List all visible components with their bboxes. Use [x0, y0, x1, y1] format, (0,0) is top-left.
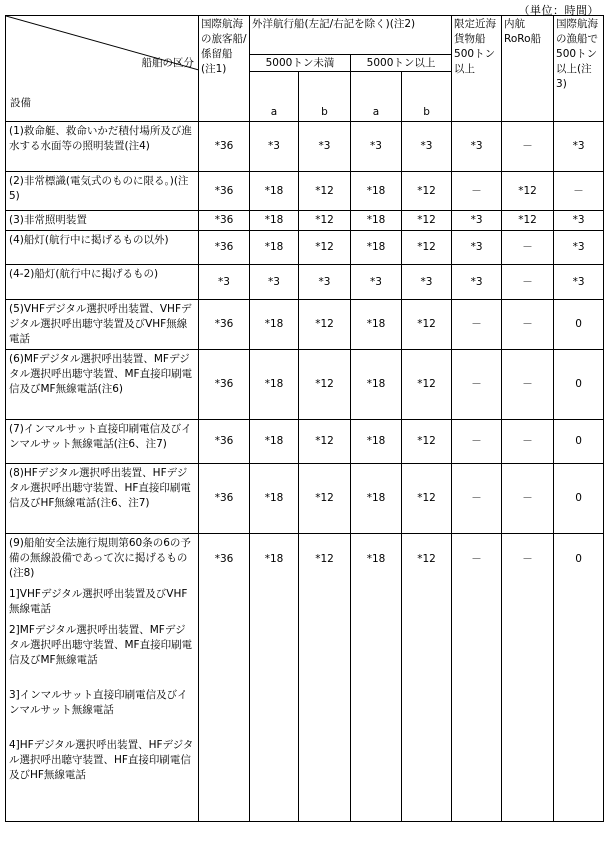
col-a-over: a	[351, 72, 402, 122]
hours-cell: *36	[199, 122, 250, 172]
table-row	[6, 265, 604, 300]
equipment-cell	[6, 464, 199, 534]
header-corner	[6, 16, 199, 122]
hours-cell: *36	[199, 350, 250, 420]
equipment-cell	[6, 122, 199, 172]
col-foreign-group: 外洋航行船(左記/右記を除く)(注2)	[250, 16, 452, 55]
col-b-under: b	[299, 72, 351, 122]
table-header	[6, 16, 604, 122]
equipment-cell	[6, 172, 199, 211]
col-fishing: 国際航海の漁船で500トン以上(注3)	[554, 16, 604, 122]
hours-cell: *18	[250, 231, 299, 265]
hours-cell: －	[554, 172, 604, 211]
hours-cell: 0	[554, 534, 604, 822]
hours-cell: *3	[351, 122, 402, 172]
table-body	[6, 122, 604, 822]
hours-cell: *18	[351, 172, 402, 211]
col-roro: 内航RoRo船	[502, 16, 554, 122]
table-row	[6, 464, 604, 534]
hours-cell: *36	[199, 534, 250, 822]
col-b-over: b	[402, 72, 452, 122]
hours-cell: *3	[452, 265, 502, 300]
hours-cell: *12	[402, 350, 452, 420]
hours-cell: *3	[402, 265, 452, 300]
equipment-cell	[6, 265, 199, 300]
hours-cell: *12	[402, 231, 452, 265]
hours-cell: *18	[351, 534, 402, 822]
equipment-label: (9)船舶安全法施行規則第60条の6の予備の無線設備であって次に掲げるもの(注8)	[9, 537, 191, 579]
table-row	[6, 534, 604, 822]
hours-cell: 0	[554, 350, 604, 420]
hours-cell: *3	[452, 231, 502, 265]
hours-cell: *3	[299, 265, 351, 300]
hours-cell: *18	[351, 420, 402, 464]
col-limited: 限定近海貨物船500トン以上	[452, 16, 502, 122]
hours-cell: *18	[351, 211, 402, 231]
table-row	[6, 172, 604, 211]
hours-cell: *18	[351, 231, 402, 265]
hours-cell: *12	[299, 464, 351, 534]
hours-cell: *12	[299, 420, 351, 464]
hours-cell: 0	[554, 420, 604, 464]
hours-cell: *18	[250, 172, 299, 211]
hours-cell: －	[502, 534, 554, 822]
hours-cell: *12	[402, 172, 452, 211]
hours-cell: －	[502, 265, 554, 300]
hours-cell: *3	[554, 211, 604, 231]
corner-bottom-label: 設備	[10, 97, 31, 109]
hours-cell: *3	[351, 265, 402, 300]
hours-cell: *12	[502, 211, 554, 231]
hours-cell: *3	[250, 122, 299, 172]
hours-cell: 0	[554, 300, 604, 350]
hours-cell: －	[452, 300, 502, 350]
col-under5000: 5000トン未満	[250, 55, 351, 72]
hours-cell: －	[502, 350, 554, 420]
hours-cell: *18	[250, 420, 299, 464]
hours-cell: －	[502, 231, 554, 265]
hours-cell: *18	[351, 300, 402, 350]
equipment-label: (3)非常照明装置	[9, 214, 87, 226]
hours-cell: *36	[199, 464, 250, 534]
table-row	[6, 350, 604, 420]
table-row	[6, 420, 604, 464]
sub-equipment-label: 3]インマルサット直接印刷電信及びインマルサット無線電話	[9, 689, 188, 716]
hours-cell: *12	[402, 420, 452, 464]
hours-cell: *36	[199, 211, 250, 231]
unit-label: （単位：時間）	[518, 4, 599, 17]
equipment-label: (6)MFデジタル選択呼出装置、MFデジタル選択呼出聴守装置、MF直接印刷電信及びMF無線電話(注6)	[9, 353, 193, 395]
equipment-label: (8)HFデジタル選択呼出装置、HFデジタル選択呼出聴守装置、HF直接印刷電信及びHF無線電話(注6、注7)	[9, 467, 191, 509]
hours-cell: *12	[299, 300, 351, 350]
hours-cell: *12	[502, 172, 554, 211]
table-row	[6, 300, 604, 350]
hours-cell: *12	[299, 350, 351, 420]
hours-cell: *3	[554, 122, 604, 172]
hours-cell: *36	[199, 231, 250, 265]
hours-cell: 0	[554, 464, 604, 534]
hours-cell: *18	[250, 464, 299, 534]
equipment-hours-table	[5, 15, 604, 822]
sub-equipment-label: 2]MFデジタル選択呼出装置、MFデジタル選択呼出聴守装置、MF直接印刷電信及びMF無線電話	[9, 624, 193, 666]
table-row	[6, 211, 604, 231]
equipment-cell	[6, 300, 199, 350]
equipment-label: (4-2)船灯(航行中に掲げるもの)	[9, 268, 159, 280]
corner-top-label: 船舶の区分	[141, 57, 194, 69]
hours-cell: *3	[299, 122, 351, 172]
hours-cell: *3	[250, 265, 299, 300]
hours-cell: *3	[199, 265, 250, 300]
hours-cell: *12	[299, 534, 351, 822]
hours-cell: *36	[199, 300, 250, 350]
hours-cell: *12	[299, 211, 351, 231]
equipment-label: (5)VHFデジタル選択呼出装置、VHFデジタル選択呼出聴守装置及びVHF無線電話	[9, 303, 192, 345]
sub-equipment-label: 1]VHFデジタル選択呼出装置及びVHF無線電話	[9, 588, 188, 615]
hours-cell: －	[502, 420, 554, 464]
hours-cell: －	[502, 122, 554, 172]
hours-cell: －	[452, 464, 502, 534]
hours-cell: *12	[402, 300, 452, 350]
hours-cell: *18	[250, 211, 299, 231]
equipment-label: (4)船灯(航行中に掲げるもの以外)	[9, 234, 169, 246]
hours-cell: －	[502, 300, 554, 350]
equipment-label: (7)インマルサット直接印刷電信及びインマルサット無線電話(注6、注7)	[9, 423, 192, 450]
sub-equipment-label: 4]HFデジタル選択呼出装置、HFデジタル選択呼出聴守装置、HF直接印刷電信及びHF無線電話	[9, 739, 194, 781]
hours-cell: －	[502, 464, 554, 534]
table-row	[6, 231, 604, 265]
table-row	[6, 122, 604, 172]
hours-cell: *18	[250, 350, 299, 420]
hours-cell: *12	[299, 172, 351, 211]
col-passenger: 国際航海の旅客船/係留船(注1)	[199, 16, 250, 122]
equipment-label: (1)救命艇、救命いかだ積付場所及び進水する水面等の照明装置(注4)	[9, 125, 192, 152]
hours-cell: *12	[402, 464, 452, 534]
hours-cell: *18	[250, 534, 299, 822]
hours-cell: *3	[452, 211, 502, 231]
equipment-cell	[6, 420, 199, 464]
hours-cell: －	[452, 172, 502, 211]
hours-cell: *3	[554, 231, 604, 265]
hours-cell: －	[452, 534, 502, 822]
hours-cell: *18	[250, 300, 299, 350]
equipment-cell	[6, 211, 199, 231]
hours-cell: *18	[351, 350, 402, 420]
hours-cell: *12	[402, 534, 452, 822]
equipment-label: (2)非常標識(電気式のものに限る。)(注5)	[9, 175, 189, 202]
equipment-cell	[6, 231, 199, 265]
hours-cell: *12	[402, 211, 452, 231]
hours-cell: *36	[199, 172, 250, 211]
hours-cell: －	[452, 350, 502, 420]
col-a-under: a	[250, 72, 299, 122]
col-over5000: 5000トン以上	[351, 55, 452, 72]
hours-cell: *36	[199, 420, 250, 464]
hours-cell: *3	[452, 122, 502, 172]
hours-cell: －	[452, 420, 502, 464]
hours-cell: *3	[554, 265, 604, 300]
hours-cell: *3	[402, 122, 452, 172]
equipment-cell	[6, 534, 199, 822]
hours-cell: *12	[299, 231, 351, 265]
equipment-cell	[6, 350, 199, 420]
hours-cell: *18	[351, 464, 402, 534]
